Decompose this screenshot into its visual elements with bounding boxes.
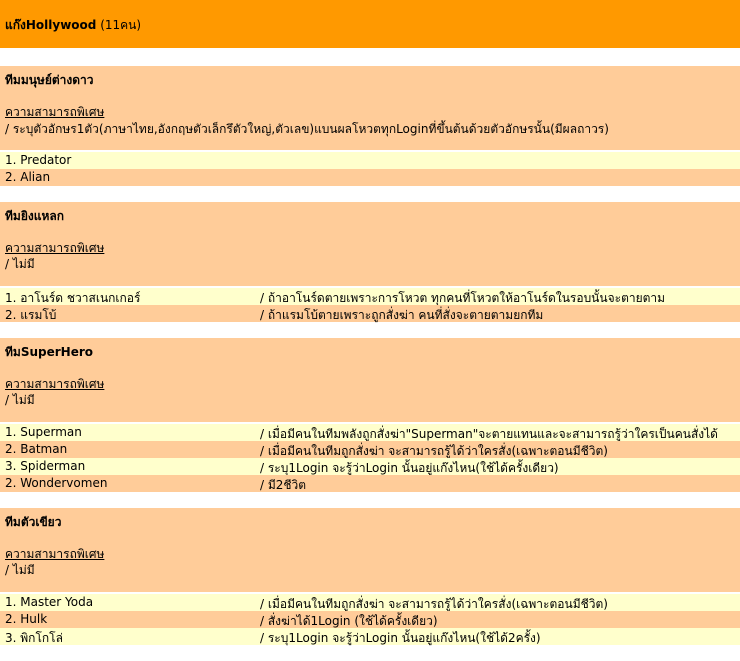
- member-ability-note: / มี2ชีวิต: [260, 478, 307, 492]
- ability-label: ความสามารถพิเศษ: [5, 241, 105, 255]
- ability-description: / ไม่มี: [5, 563, 35, 577]
- ability-description: / ไม่มี: [5, 257, 35, 271]
- member-ability-note: / สั่งฆ่าได้1Login (ใช้ได้ครั้งเดียว): [260, 614, 438, 628]
- member-name: 2. Hulk: [5, 612, 48, 626]
- member-ability-note: / เมื่อมีคนในทีมถูกสั่งฆ่า จะสามารถรู้ได้ว่าใครสั่ง(เฉพาะตอนมีชีวิต): [260, 444, 608, 458]
- member-name: 3. Spiderman: [5, 459, 86, 473]
- member-ability-note: / เมื่อมีคนในทีมพลังถูกสั่งฆ่า"Superman"จะตายแทนและจะสามารถรู้ว่าใครเป็นคนสั่งได้: [260, 427, 718, 441]
- member-name: 2. แรมโบ้: [5, 308, 57, 322]
- gang-member-count: (11คน): [100, 18, 142, 32]
- team-header: [0, 338, 740, 422]
- member-row: [0, 305, 740, 322]
- member-ability-note: / ถ้าอาโนร์ดตายเพราะการโหวต ทุกคนที่โหวตให้อาโนร์ดในรอบนั้นจะตายตาม: [260, 291, 666, 305]
- member-ability-note: / ระบุ1Login จะรู้ว่าLogin นั้นอยู่แก๊งไหน(ใช้ได้2ครั้ง): [260, 631, 541, 645]
- team-name: ทีมยิงแหลก: [5, 209, 64, 223]
- team-name: ทีมSuperHero: [5, 345, 93, 359]
- member-row: [0, 458, 740, 475]
- team-header: [0, 202, 740, 286]
- member-row: [0, 288, 740, 305]
- member-row: [0, 594, 740, 611]
- member-row: [0, 441, 740, 458]
- member-ability-note: / ระบุ1Login จะรู้ว่าLogin นั้นอยู่แก๊งไหน(ใช้ได้ครั้งเดียว): [260, 461, 559, 475]
- member-name: 2. Batman: [5, 442, 68, 456]
- member-row: [0, 169, 740, 186]
- member-name: 1. Master Yoda: [5, 595, 94, 609]
- member-name: 1. Superman: [5, 425, 82, 439]
- gang-header: [0, 0, 740, 48]
- team-name: ทีมตัวเขียว: [5, 515, 62, 529]
- gang-title: [5, 16, 141, 35]
- member-name: 3. พิกโกโล่: [5, 631, 63, 645]
- member-row: [0, 424, 740, 441]
- member-row: [0, 475, 740, 492]
- member-ability-note: / ถ้าแรมโบ้ตายเพราะถูกสั่งฆ่า คนที่สั่งจะตายตามยกทีม: [260, 308, 544, 322]
- team-header: [0, 66, 740, 150]
- member-name: 2. Wondervomen: [5, 476, 108, 490]
- member-name: 1. Predator: [5, 153, 72, 167]
- ability-description: / ระบุตัวอักษร1ตัว(ภาษาไทย,อังกฤษตัวเล็กรึตัวใหญ่,ตัวเลข)แบนผลโหวตทุกLoginที่ขึ้นต้นด้วยตัวอักษรนั้น(มีผลถาวร): [5, 122, 609, 136]
- team-name: ทีมมนุษย์ต่างดาว: [5, 73, 94, 87]
- ability-label: ความสามารถพิเศษ: [5, 547, 105, 561]
- gang-name: แก๊งHollywood: [5, 18, 97, 32]
- member-name: 1. อาโนร์ด ชวาสเนกเกอร์: [5, 291, 141, 305]
- ability-description: / ไม่มี: [5, 393, 35, 407]
- member-row: [0, 628, 740, 645]
- ability-label: ความสามารถพิเศษ: [5, 377, 105, 391]
- team-header: [0, 508, 740, 592]
- member-row: [0, 611, 740, 628]
- member-name: 2. Alian: [5, 170, 51, 184]
- member-row: [0, 152, 740, 169]
- member-ability-note: / เมื่อมีคนในทีมถูกสั่งฆ่า จะสามารถรู้ได้ว่าใครสั่ง(เฉพาะตอนมีชีวิต): [260, 597, 608, 611]
- ability-label: ความสามารถพิเศษ: [5, 105, 105, 119]
